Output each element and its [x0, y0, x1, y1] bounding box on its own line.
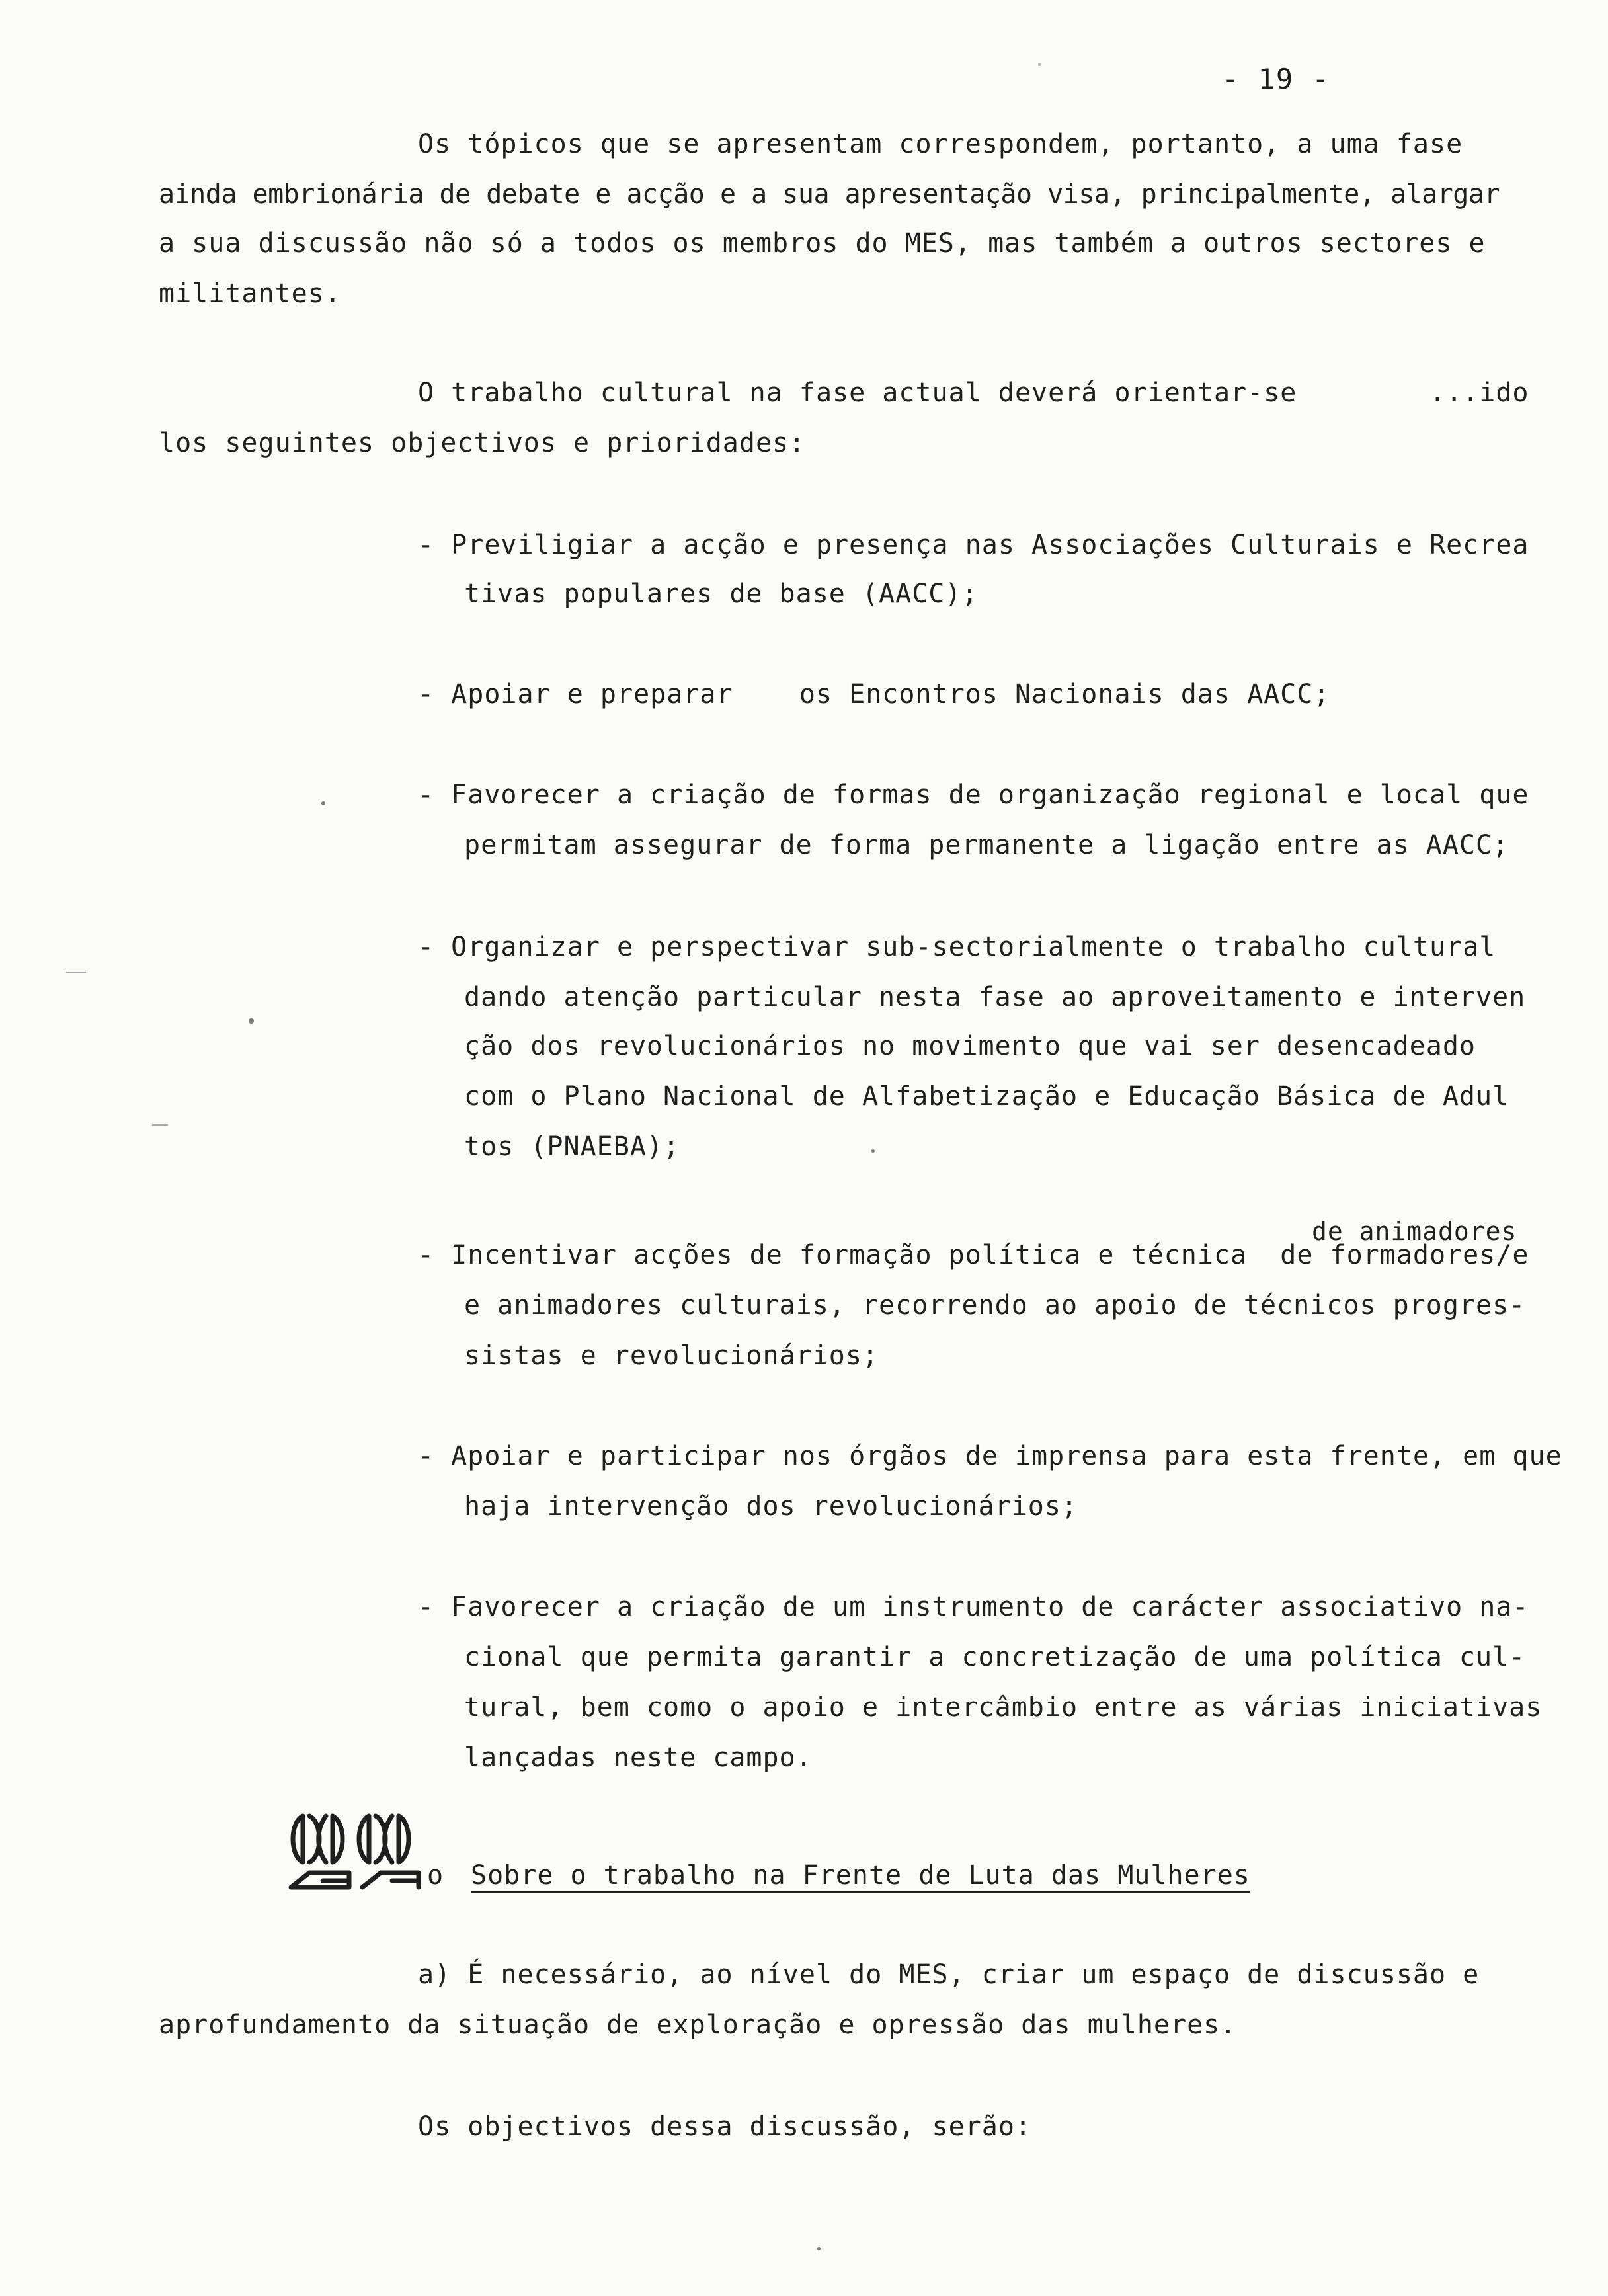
text-line: sistas e revolucionários; — [464, 1340, 879, 1371]
text-line: militantes. — [159, 278, 341, 309]
text-line: tivas populares de base (AACC); — [464, 579, 979, 609]
scan-speck — [66, 972, 86, 973]
text-line: - Organizar e perspectivar sub-sectorialmente o trabalho cultural — [418, 932, 1496, 962]
text-line: O trabalho cultural na fase actual deverá orientar-se ...ido — [418, 378, 1529, 408]
scan-speck — [152, 1124, 168, 1126]
text-line: ainda embrionária de debate e acção e a sua apresentação visa, principalmente, alargar — [159, 179, 1500, 210]
text-line: Os objectivos dessa discussão, serão: — [418, 2112, 1032, 2142]
scan-speck — [321, 801, 325, 805]
text-line: - Favorecer a criação de um instrumento de carácter associativo na- — [418, 1592, 1529, 1622]
scan-speck — [1038, 63, 1041, 66]
text-line: - Incentivar acções de formação política e técnica de formadores/e — [418, 1240, 1529, 1270]
page-number: - 19 - — [1222, 63, 1330, 95]
text-line: cional que permita garantir a concretização de uma política cul- — [464, 1642, 1526, 1672]
text-line: tos (PNAEBA); — [464, 1131, 680, 1162]
scan-speck — [249, 1018, 254, 1024]
text-line: - Favorecer a criação de formas de organização regional e local que — [418, 780, 1529, 810]
text-line: e animadores culturais, recorrendo ao apoio de técnicos progres- — [464, 1290, 1526, 1321]
text-line: - Apoiar e preparar os Encontros Nacionais das AACC; — [418, 679, 1330, 710]
scan-speck — [817, 2247, 821, 2250]
text-line: - Previligiar a acção e presença nas Associações Culturais e Recrea — [418, 530, 1529, 560]
heading-title: Sobre o trabalho na Frente de Luta das Mulheres — [471, 1860, 1250, 1891]
text-line: tural, bem como o apoio e intercâmbio entre as várias iniciativas — [464, 1692, 1543, 1723]
text-line: a) É necessário, ao nível do MES, criar um espaço de discussão e — [418, 1959, 1480, 1990]
handwritten-mark-icon — [283, 1809, 442, 1895]
scan-speck — [871, 1149, 875, 1153]
text-line: lançadas neste campo. — [464, 1742, 813, 1773]
text-line: haja intervenção dos revolucionários; — [464, 1491, 1078, 1522]
text-line: Os tópicos que se apresentam correspondem, portanto, a uma fase — [418, 129, 1463, 159]
text-line: dando atenção particular nesta fase ao aproveitamento e interven — [464, 982, 1526, 1012]
text-line: - Apoiar e participar nos órgãos de imprensa para esta frente, em que — [418, 1441, 1562, 1471]
text-line: permitam assegurar de forma permanente a ligação entre as AACC; — [464, 830, 1509, 860]
text-line: a sua discussão não só a todos os membros do MES, mas também a outros sectores e — [159, 228, 1486, 259]
text-line: los seguintes objectivos e prioridades: — [159, 428, 806, 458]
text-line: com o Plano Nacional de Alfabetização e Educação Básica de Adul — [464, 1081, 1509, 1112]
interlinear-note: de animadores — [1312, 1217, 1517, 1246]
text-line: ção dos revolucionários no movimento que vai ser desencadeado — [464, 1031, 1476, 1061]
heading-prefix: o — [427, 1860, 444, 1891]
text-line: aprofundamento da situação de exploração e opressão das mulheres. — [159, 2010, 1237, 2040]
